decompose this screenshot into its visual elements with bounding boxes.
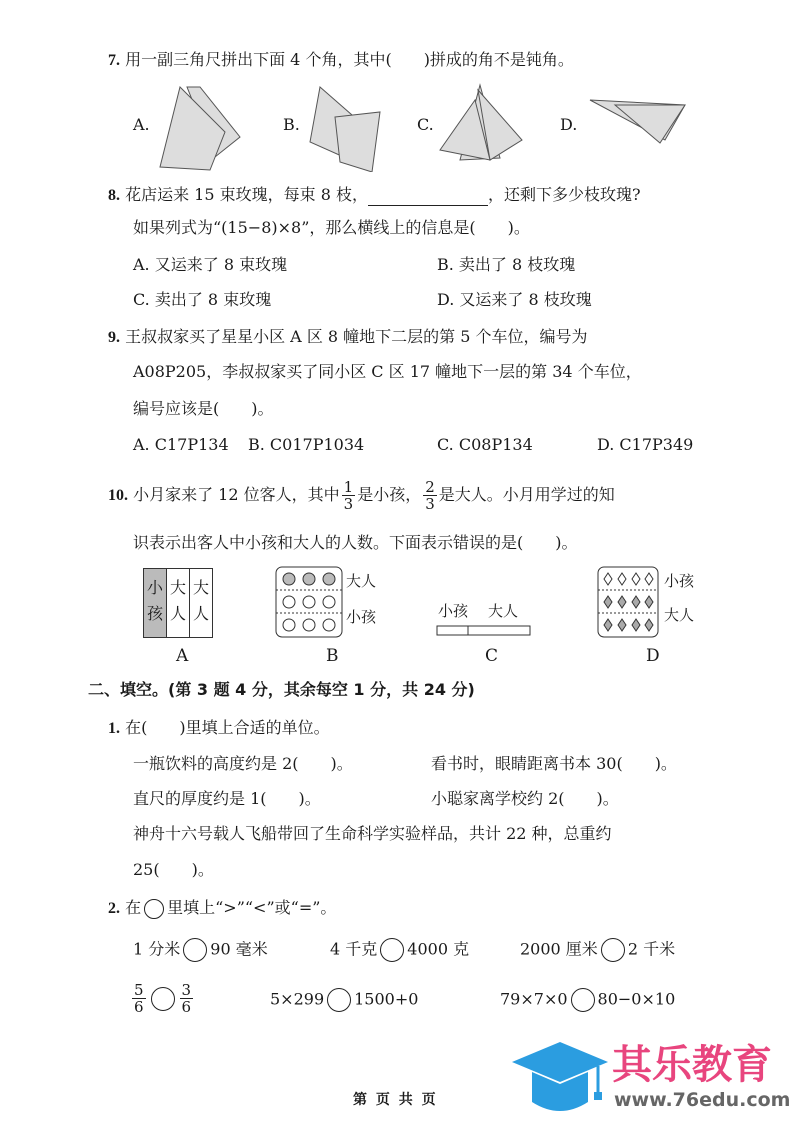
option-c: C. xyxy=(417,115,434,134)
left-expr: 5×299 xyxy=(270,989,325,1009)
question-number: 9. xyxy=(108,329,120,346)
brace-label: 大人 xyxy=(346,572,377,590)
question-text: 识表示出客人中小孩和大人的人数。下面表示错误的是( )。 xyxy=(133,533,578,552)
diagram-label: B xyxy=(326,646,339,666)
question-number: 10. xyxy=(108,487,128,504)
cell-text: 人 xyxy=(169,604,186,623)
section-title: 二、填空。(第 3 题 4 分，其余每空 1 分，共 24 分) xyxy=(88,680,475,699)
question-text: 在( )里填上合适的单位。 xyxy=(125,718,330,737)
question-text: 王叔叔家买了星星小区 A 区 8 幢地下二层的第 5 个车位，编号为 xyxy=(125,327,588,346)
graduation-cap-icon xyxy=(510,1040,610,1116)
cell-text: 大 xyxy=(169,578,186,597)
compare-circle[interactable] xyxy=(380,938,404,962)
question-text: 是小孩， xyxy=(357,485,422,504)
brace-label: 大人 xyxy=(664,606,695,624)
question-8 xyxy=(108,185,641,206)
denominator: 3 xyxy=(425,495,435,513)
question-number: 1. xyxy=(108,720,120,737)
left-expr: 4 千克 xyxy=(330,939,378,959)
question-text: ，还剩下多少枝玫瑰? xyxy=(487,185,641,204)
numerator: 3 xyxy=(181,981,192,999)
left-expr: 79×7×0 xyxy=(500,989,568,1009)
question-text: 编号应该是( )。 xyxy=(133,399,274,418)
question-text: 看书时，眼睛距离书本 30( )。 xyxy=(431,754,677,773)
right-expr: 90 毫米 xyxy=(210,939,268,959)
diagram-b xyxy=(275,566,345,640)
numerator: 1 xyxy=(343,478,354,496)
set-square-angle-c xyxy=(430,80,530,170)
numerator: 2 xyxy=(425,478,435,496)
right-expr: 2 千米 xyxy=(627,939,676,959)
compare-circle[interactable] xyxy=(571,988,595,1012)
question-number: 7. xyxy=(108,52,120,69)
question-text: 里填上“>”“<”或“=”。 xyxy=(167,898,337,917)
question-7 xyxy=(108,50,574,71)
question-text: 用一副三角尺拼出下面 4 个角，其中( )拼成的角不是钝角。 xyxy=(125,50,574,69)
left-expr: 1 分米 xyxy=(133,939,181,959)
question-10 xyxy=(108,478,615,513)
question-text: 直尺的厚度约是 1( )。 xyxy=(133,789,321,808)
fraction xyxy=(423,479,437,512)
option-b: B. 卖出了 8 枝玫瑰 xyxy=(437,255,576,274)
cell-text: 小 xyxy=(146,578,163,597)
option-c: C. 卖出了 8 束玫瑰 xyxy=(133,290,272,309)
diagram-d xyxy=(597,566,661,640)
question-text: 25( )。 xyxy=(133,860,214,879)
option-b: B. xyxy=(283,115,300,134)
question-text: 花店运来 15 束玫瑰，每束 8 枝， xyxy=(125,185,368,204)
fill-question-2 xyxy=(108,898,336,919)
compare-item xyxy=(133,938,268,962)
option-d: D. 又运来了 8 枝玫瑰 xyxy=(437,290,592,309)
bar-label: 大人 xyxy=(488,602,519,620)
brace-label: 小孩 xyxy=(664,572,695,590)
answer-blank[interactable] xyxy=(368,189,488,206)
option-b: B. C017P1034 xyxy=(248,435,365,454)
fill-question-1 xyxy=(108,718,330,739)
compare-item xyxy=(520,938,675,962)
option-a: A. xyxy=(133,115,150,134)
option-d: D. xyxy=(560,115,578,134)
diagram-label: A xyxy=(176,646,189,666)
set-square-angle-a xyxy=(155,82,245,172)
diagram-a xyxy=(143,568,213,638)
compare-item xyxy=(330,938,469,962)
question-text: 在 xyxy=(125,898,142,917)
option-a: A. 又运来了 8 束玫瑰 xyxy=(133,255,288,274)
compare-circle[interactable] xyxy=(183,938,207,962)
cell-text: 孩 xyxy=(146,604,163,623)
diagram-c xyxy=(436,622,532,638)
right-expr: 1500+0 xyxy=(354,989,419,1009)
option-c: C. C08P134 xyxy=(437,435,533,454)
option-a: A. C17P134 xyxy=(133,435,229,454)
fraction xyxy=(132,982,146,1015)
cell-text: 大 xyxy=(192,578,209,597)
compare-circle[interactable] xyxy=(327,988,351,1012)
fraction xyxy=(180,982,194,1015)
question-text: 小月家来了 12 位客人，其中 xyxy=(133,485,340,504)
option-d: D. C17P349 xyxy=(597,435,694,454)
compare-circle[interactable] xyxy=(601,938,625,962)
brand-logo-text: 其乐教育 xyxy=(612,1042,772,1088)
question-text: 小聪家离学校约 2( )。 xyxy=(431,789,619,808)
compare-circle[interactable] xyxy=(151,987,175,1011)
right-expr: 80−0×10 xyxy=(597,989,676,1009)
question-9 xyxy=(108,327,588,348)
right-expr: 4000 克 xyxy=(407,939,470,959)
set-square-angle-b xyxy=(300,82,390,172)
denominator: 6 xyxy=(134,998,144,1016)
diagram-label: C xyxy=(485,646,499,666)
circle-icon xyxy=(144,899,164,919)
diagram-label: D xyxy=(646,646,660,666)
set-square-angle-d xyxy=(585,95,695,155)
numerator: 5 xyxy=(134,981,144,999)
question-text: 如果列式为“(15−8)×8”，那么横线上的信息是( )。 xyxy=(133,218,530,237)
denominator: 6 xyxy=(181,998,192,1016)
question-number: 2. xyxy=(108,900,120,917)
page-footer: 第 页 共 页 xyxy=(353,1092,436,1108)
brace-label: 小孩 xyxy=(346,608,377,626)
fraction xyxy=(342,479,356,512)
question-number: 8. xyxy=(108,187,120,204)
brand-url: www.76edu.com xyxy=(614,1089,791,1111)
cell-text: 人 xyxy=(192,604,209,623)
question-text: 是大人。小月用学过的知 xyxy=(438,485,615,504)
left-expr: 2000 厘米 xyxy=(520,939,598,959)
question-text: 神舟十六号载人飞船带回了生命科学实验样品，共计 22 种，总重约 xyxy=(133,824,612,843)
bar-label: 小孩 xyxy=(438,602,469,620)
compare-item xyxy=(500,988,675,1012)
compare-item xyxy=(270,988,418,1012)
question-text: A08P205，李叔叔家买了同小区 C 区 17 幢地下一层的第 34 个车位， xyxy=(133,362,642,381)
question-text: 一瓶饮料的高度约是 2( )。 xyxy=(133,754,353,773)
compare-item xyxy=(130,978,195,1018)
denominator: 3 xyxy=(343,495,354,513)
